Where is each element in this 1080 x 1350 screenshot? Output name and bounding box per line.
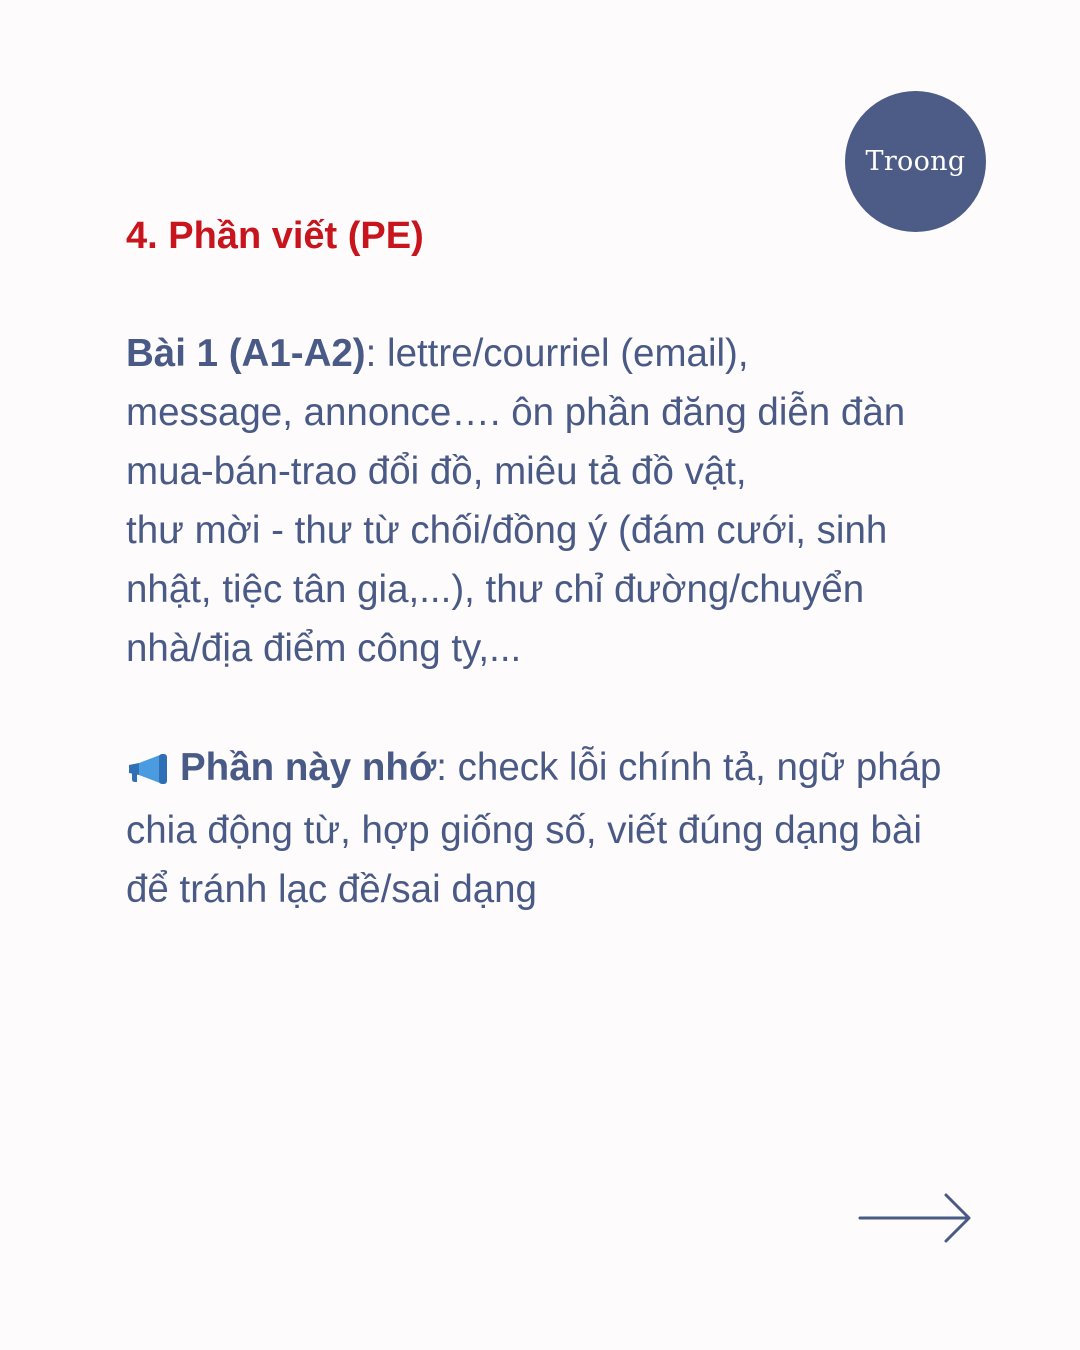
- note-line-1-rest: : check lỗi chính tả, ngữ pháp: [436, 746, 942, 789]
- brand-logo: [845, 91, 986, 232]
- task1-paragraph: [126, 324, 905, 678]
- section-title: 4. Phần viết (PE): [126, 215, 424, 257]
- note-label: Phần này nhớ: [180, 746, 437, 789]
- task1-line-1-rest: : lettre/courriel (email),: [365, 332, 749, 375]
- note-line-3: để tránh lạc đề/sai dạng: [126, 868, 537, 911]
- note-paragraph: [126, 738, 941, 919]
- note-line-2: chia động từ, hợp giống số, viết đúng dạng bài: [126, 809, 922, 852]
- note-line-1: [126, 738, 941, 801]
- arrow-right-icon[interactable]: [858, 1192, 974, 1249]
- task1-line-4: thư mời - thư từ chối/đồng ý (đám cưới, sinh: [126, 509, 888, 552]
- task1-label: Bài 1 (A1-A2): [126, 332, 366, 375]
- task1-line-2: message, annonce…. ôn phần đăng diễn đàn: [126, 391, 906, 434]
- brand-logo-text: Troong: [865, 146, 966, 177]
- task1-line-1: [126, 324, 905, 383]
- task1-line-3: mua-bán-trao đổi đồ, miêu tả đồ vật,: [126, 450, 747, 493]
- task1-line-5: nhật, tiệc tân gia,...), thư chỉ đường/chuyển: [126, 568, 865, 611]
- megaphone-icon: [126, 742, 170, 801]
- task1-line-6: nhà/địa điểm công ty,...: [126, 627, 522, 670]
